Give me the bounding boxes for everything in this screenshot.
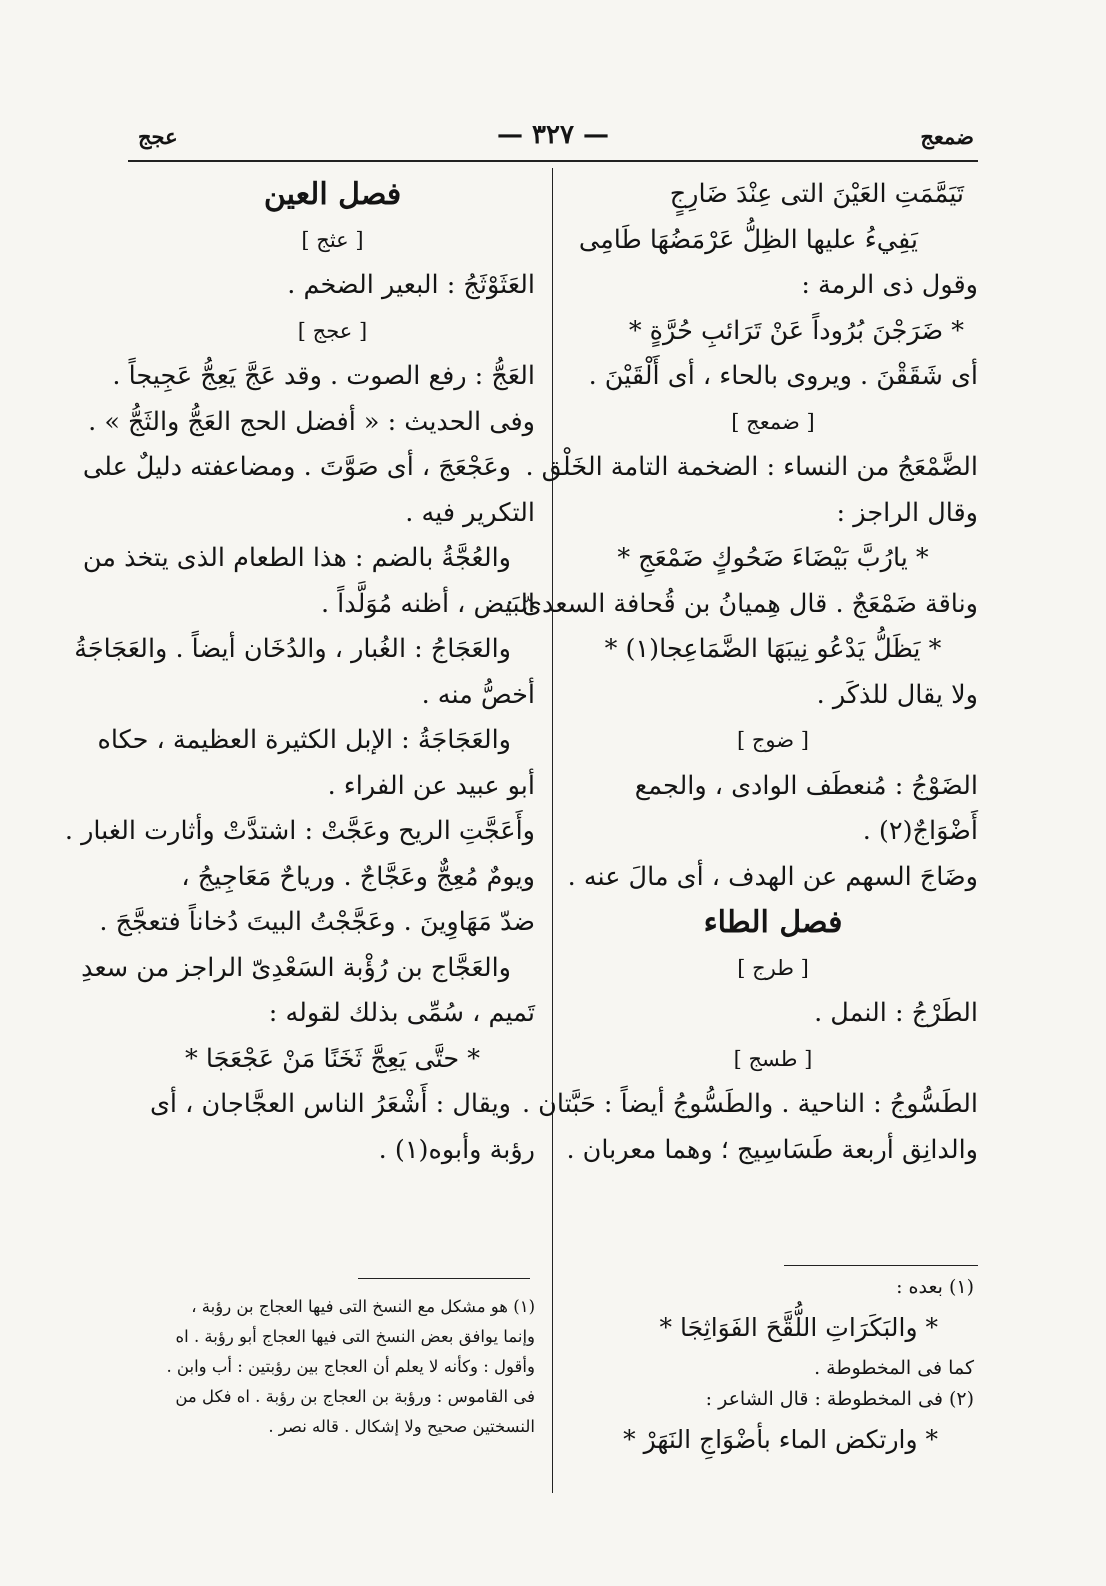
text-line: وفى الحديث : « أفضل الحج العَجُّ والثَجُّ » . xyxy=(88,406,535,437)
footnote-line: (١) هو مشكل مع النسخ التى فيها العجاج بن رؤبة ، xyxy=(191,1297,535,1316)
text-line: أَضْوَاجٌ(٢) . xyxy=(862,816,978,846)
text-line: رؤبة وأبوه(١) . xyxy=(378,1134,535,1165)
page-number: — ٣٢٧ — xyxy=(496,120,610,150)
footnote-line: كما فى المخطوطة . xyxy=(814,1357,974,1379)
text-line: العَجُّ : رفع الصوت . وقد عَجَّ يَعِجُّ عَجِيجاً . xyxy=(112,361,535,391)
running-head-right: ضمعج xyxy=(920,124,974,149)
entry-heading: [ عجج ] xyxy=(297,318,368,343)
footnote-line: النسختين صحيح ولا إشكال . قاله نصر . xyxy=(268,1417,535,1436)
text-line: وقال الراجز : xyxy=(836,497,978,528)
footnote-line: وإنما يوافق بعض النسخ التى فيها العجاج أبو رؤبة . اه xyxy=(175,1327,535,1346)
text-line: والعَجَّاج بن رُؤْبة السَعْدِىّ الراجز من سعدِ xyxy=(81,952,511,983)
verse-line: * يارُبَّ بَيْضَاءَ ضَحُوكٍ ضَمْعَجِ * xyxy=(617,543,929,573)
entry-heading: [ ضوج ] xyxy=(737,728,809,752)
footnote-line: فى القاموس : ورؤبة بن العجاج بن رؤبة . اه فكل من xyxy=(175,1387,535,1406)
text-line: وضَاجَ السهم عن الهدف ، أى مالَ عنه . xyxy=(567,861,978,892)
text-line: والعَجَاجَةُ : الإبل الكثيرة العظيمة ، حكاه xyxy=(97,725,511,755)
text-line: وناقة ضَمْعَجٌ . قال هِميانُ بن قُحافة السعدىّ : xyxy=(505,588,978,619)
footnotes-left xyxy=(130,1292,535,1442)
text-line: الضَّمْعَجُ من النساء : الضخمة التامة الخَلْق . xyxy=(525,452,978,482)
entry-heading: [ طرج ] xyxy=(737,955,809,980)
footnote-rule-left xyxy=(358,1278,530,1279)
verse-line: تَيَمَّمَتِ العَيْنَ التى عِنْدَ ضَارِجٍ xyxy=(669,179,964,209)
text-line: ويقال : أَشْعَرُ الناس العجَّاجان ، أى xyxy=(149,1089,511,1119)
section-heading: فصل العين xyxy=(263,177,402,212)
footnote-line: وأقول : وكأنه لا يعلم أن العجاج بين رؤبتين : أب وابن . xyxy=(166,1357,535,1376)
text-line: الطَسُّوجُ : الناحية . والطَسُّوجُ أيضاً : حَبَّتان . xyxy=(521,1089,978,1119)
text-line: التكرير فيه . xyxy=(405,497,535,528)
left-column xyxy=(64,172,535,1173)
text-line: العَثَوْثَجُ : البعير الضخم . xyxy=(287,270,535,300)
right-column xyxy=(505,172,978,1173)
text-line: أخصُّ منه . xyxy=(421,679,535,710)
text-line: تَميم ، سُمِّى بذلك لقوله : xyxy=(268,998,535,1028)
footnote-verse: * وارتكض الماء بأضْوَاجِ النَهَرْ * xyxy=(623,1425,938,1454)
footnote-label: (٢) فى المخطوطة : قال الشاعر : xyxy=(705,1388,974,1410)
column-divider xyxy=(552,168,553,1493)
verse-line: * حتَّى يَعِجَّ ثَخَنًا مَنْ عَجْعَجَا * xyxy=(184,1043,480,1074)
text-line: ضدّ مَهَاوِينَ . وعَجَّجْتُ البيتَ دُخاناً فتعجَّجَ . xyxy=(99,907,535,937)
text-line: وقول ذى الرمة : xyxy=(801,270,978,300)
page-header xyxy=(128,122,978,162)
text-line: الضَوْجُ : مُنعطَف الوادى ، والجمع xyxy=(634,770,978,801)
footnote-verse: * والبَكَرَاتِ اللُّقَّحَ الفَوَاثِجَا * xyxy=(659,1313,938,1342)
text-line: أبو عبيد عن الفراء . xyxy=(327,770,535,801)
text-line: البَيض ، أظنه مُوَلَّداً . xyxy=(320,588,535,619)
footnote-label: (١) بعده : xyxy=(896,1276,974,1298)
entry-heading: [ ضمعج ] xyxy=(731,409,815,434)
verse-line: * يَظَلُّ يَدْعُو نِيبَهَا الضَّمَاعِجا(١) * xyxy=(604,634,942,664)
text-line: والعَجَاجُ : الغُبار ، والدُخَان أيضاً . والعَجَاجَةُ xyxy=(74,634,511,664)
footnotes-right xyxy=(568,1272,978,1465)
entry-heading: [ طسج ] xyxy=(733,1046,813,1071)
text-line: الطَرْجُ : النمل . xyxy=(814,998,978,1028)
text-line: والدانِق أربعة طَسَاسِيج ؛ وهما معربان . xyxy=(566,1134,978,1165)
text-line: أى شَقَقْنَ . ويروى بالحاء ، أى أَلْقَيْنَ . xyxy=(588,361,978,391)
verse-line: يَفِيءُ عليها الظِلُّ عَرْمَضُهَا طَامِى xyxy=(578,224,918,255)
verse-line: * ضَرَجْنَ بُرُوداً عَنْ تَرَائبِ حُرَّةٍ * xyxy=(628,315,964,346)
section-heading: فصل الطاء xyxy=(703,905,843,940)
running-head-left: عجج xyxy=(138,124,178,149)
text-line: وعَجْعَجَ ، أى صَوَّتَ . ومضاعفته دليلٌ على xyxy=(82,452,511,482)
text-line: ويومٌ مُعِجٌّ وعَجَّاجٌ . ورياحٌ مَعَاجِيجُ ، xyxy=(181,861,535,892)
entry-heading: [ عثج ] xyxy=(301,227,364,252)
text-line: وأَعَجَّتِ الريح وعَجَّتْ : اشتدَّتْ وأثارت الغبار . xyxy=(64,816,535,846)
footnote-rule-right xyxy=(784,1265,978,1266)
header-rule xyxy=(128,160,978,162)
text-line: ولا يقال للذكَر . xyxy=(816,679,978,710)
text-line: والعُجَّةُ بالضم : هذا الطعام الذى يتخذ من xyxy=(82,543,511,573)
